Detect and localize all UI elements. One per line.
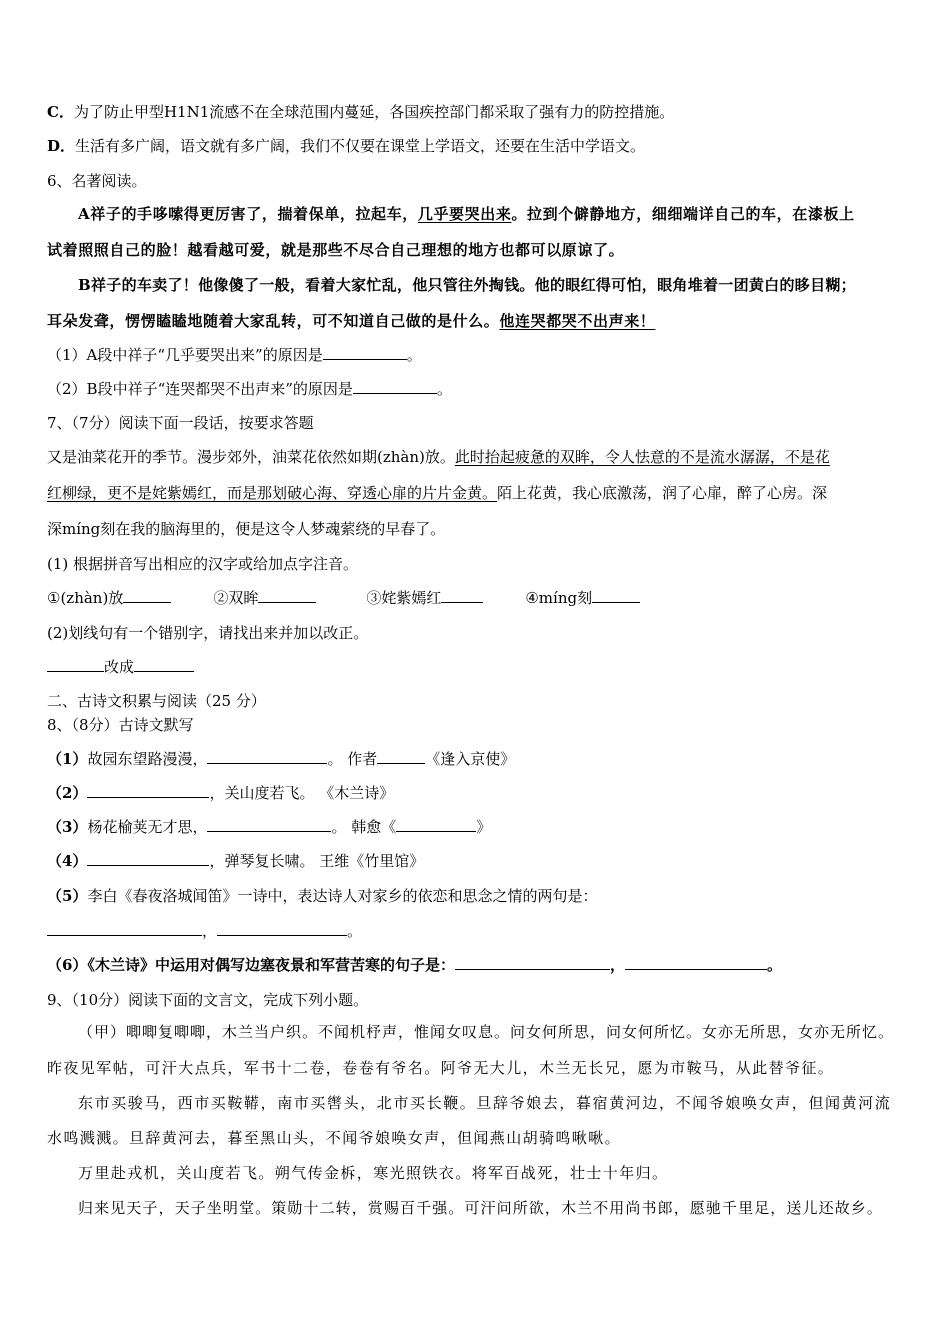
q7-fix-label: 改成 [104, 658, 135, 676]
q6-sub2-text: （2）B段中祥子“连哭都哭不出声来”的原因是 [47, 380, 353, 398]
q6-passage-a-line1 [78, 203, 855, 225]
q6-b-l2-underlined: 他连哭都哭不出声来！ [499, 312, 656, 330]
q5-option-d-text: 生活有多广阔，语文就有多广阔，我们不仅要在课堂上学语文，还要在生活中学语文。 [75, 137, 646, 155]
q7-fix-row [47, 656, 194, 678]
q8-s1-text: 故园东望路漫漫， [87, 750, 208, 768]
q8-s5-answer-row [47, 920, 362, 942]
q8-s3-text: 杨花榆荚无才思， [87, 818, 208, 836]
q8-s1-num: （1） [47, 750, 88, 768]
q6-sub2-answer-blank[interactable] [353, 378, 437, 394]
q8-s5-blank1[interactable] [47, 920, 202, 936]
q9-passage-p1-line1: （甲）唧唧复唧唧，木兰当户织。不闻机杼声，惟闻女叹息。问女何所思，问女何所忆。女亦无所思，女亦无所忆。 [78, 1023, 895, 1041]
q9-passage-p2-line2: 水鸣溅溅。旦辞黄河去，暮至黑山头，不闻爷娘唤女声，但闻燕山胡骑鸣啾啾。 [47, 1129, 622, 1147]
q8-s6-blank2[interactable] [625, 954, 767, 970]
q8-s3-num: （3） [47, 818, 88, 836]
q9-passage-p2-line1: 东市买骏马，西市买鞍鞯，南市买辔头，北市买长鞭。旦辞爷娘去，暮宿黄河边，不闻爷娘唤女声，但闻黄河流 [78, 1094, 892, 1112]
q8-s3 [47, 816, 491, 838]
q5-option-c-text: 为了防止甲型H1N1流感不在全球范围内蔓延，各国疾控部门都采取了强有力的防控措施。 [73, 103, 675, 121]
q6-sub2-end: 。 [436, 380, 452, 398]
q8-s4 [47, 850, 424, 872]
q7-items-row [47, 587, 640, 609]
q7-correct-char-blank[interactable] [134, 656, 194, 672]
q8-s5-end: 。 [347, 922, 363, 940]
q7-item1-blank[interactable] [123, 587, 171, 603]
q7-item3-blank[interactable] [441, 587, 483, 603]
q9-passage-p4: 归来见天子，天子坐明堂。策勋十二转，赏赐百千强。可汗问所欲，木兰不用尚书郎，愿驰千里足，送儿还故乡。 [78, 1199, 884, 1217]
q7-item4-blank[interactable] [592, 587, 640, 603]
q8-s1-blank[interactable] [207, 748, 327, 764]
q8-s3-mid: 。 韩愈《 [331, 818, 397, 836]
q8-s6-comma: ， [609, 956, 625, 974]
q7-p-l1-pre: 又是油菜花开的季节。漫步郊外，油菜花依然如期(zhàn)放。 [47, 448, 455, 466]
q7-item3: ③姹紫嫣红 [366, 589, 442, 607]
q6-sub2 [47, 378, 452, 400]
q8-s3-title-blank[interactable] [396, 816, 476, 832]
q8-title: 8、（8分）古诗文默写 [47, 716, 194, 734]
q6-a-l1-pre: A祥子的手哆嗦得更厉害了，揣着保单，拉起车， [78, 205, 418, 223]
q7-passage-line3: 深míng刻在我的脑海里的，便是这令人梦魂萦绕的早春了。 [47, 520, 446, 538]
q6-passage-b-line2 [47, 310, 655, 332]
section2-title: 二、古诗文积累与阅读（25 分） [47, 692, 266, 710]
q8-s6 [47, 954, 782, 976]
q7-p-l1-underlined: 此时抬起疲惫的双眸，令人怯意的不是流水潺潺，不是花 [454, 448, 830, 466]
q9-title: 9、（10分）阅读下面的文言文，完成下列小题。 [47, 991, 369, 1009]
q7-item2-blank[interactable] [258, 587, 316, 603]
q6-passage-b-line1: B祥子的车卖了！他像傻了一般，看着大家忙乱，他只管往外掏钱。他的眼红得可怕，眼角堆着一团黄白的眵目糊； [78, 276, 856, 294]
q8-s4-blank[interactable] [87, 850, 209, 866]
q6-a-l1-underlined: 几乎要哭出来 [417, 205, 512, 223]
q8-s2 [47, 782, 394, 804]
q8-s1 [47, 748, 515, 770]
q8-s1-src: 《逢入京使》 [425, 750, 516, 768]
q6-sub1-answer-blank[interactable] [323, 344, 407, 360]
q7-sub1: (1) 根据拼音写出相应的汉字或给加点字注音。 [47, 555, 359, 573]
q7-passage-line1 [47, 446, 830, 468]
q8-s2-num: （2） [47, 784, 88, 802]
q6-b-l2-pre: 耳朵发聋，愣愣瞌瞌地随着大家乱转，可不知道自己做的是什么。 [47, 312, 500, 330]
q6-passage-a-line2: 试着照照自己的脸！越看越可爱，就是那些不尽合自己理想的地方也都可以原谅了。 [47, 241, 625, 259]
q8-s5 [47, 885, 597, 907]
q8-s5-text: 李白《春夜洛城闻笛》一诗中，表达诗人对家乡的依恋和思念之情的两句是： [87, 887, 598, 905]
q6-sub1 [47, 344, 422, 366]
q5-option-d-label: D． [47, 137, 76, 155]
q8-s5-num: （5） [47, 887, 88, 905]
q7-p-l2-underlined: 红柳绿，更不是姹紫嫣红，而是那划破心海、穿透心扉的片片金黄。 [47, 484, 498, 502]
q6-title: 6、名著阅读。 [47, 172, 147, 190]
q6-a-l1-post: 。拉到个僻静地方，细细端详自己的车，在漆板上 [511, 205, 855, 223]
q8-s4-num: （4） [47, 852, 88, 870]
q5-option-c [47, 101, 674, 123]
q8-s1-mid: 。 作者 [327, 750, 378, 768]
q7-passage-line2 [47, 482, 827, 504]
q7-item2: ②双眸 [213, 589, 259, 607]
q8-s4-text: ，弹琴复长啸。 王维《竹里馆》 [209, 852, 425, 870]
q8-s6-end: 。 [766, 956, 782, 974]
q8-s6-blank1[interactable] [455, 954, 610, 970]
q7-item1: ①(zhàn)放 [47, 589, 124, 607]
q8-s5-comma: ， [202, 922, 218, 940]
q8-s3-end: 》 [476, 818, 492, 836]
q8-s6-text: 《木兰诗》中运用对偶写边塞夜景和军营苦寒的句子是： [87, 956, 455, 974]
q8-s2-text: ，关山度若飞。 《木兰诗》 [209, 784, 395, 802]
q5-option-d [47, 135, 645, 157]
q6-sub1-end: 。 [406, 346, 422, 364]
q8-s1-author-blank[interactable] [377, 748, 425, 764]
q9-passage-p1-line2: 昨夜见军帖，可汗大点兵，军书十二卷，卷卷有爷名。阿爷无大儿，木兰无长兄，愿为市鞍马，从此替爷征。 [47, 1059, 835, 1077]
q7-item4: ④míng刻 [525, 589, 593, 607]
q8-s5-blank2[interactable] [217, 920, 347, 936]
q7-wrong-char-blank[interactable] [47, 656, 104, 672]
q7-sub2: (2)划线句有一个错别字，请找出来并加以改正。 [47, 624, 369, 642]
q8-s2-blank[interactable] [87, 782, 209, 798]
q7-title: 7、（7分）阅读下面一段话，按要求答题 [47, 414, 314, 432]
q9-passage-p3: 万里赴戎机，关山度若飞。朔气传金柝，寒光照铁衣。将军百战死，壮士十年归。 [78, 1164, 669, 1182]
q8-s6-num: （6） [47, 956, 88, 974]
q7-p-l2-post: 陌上花黄，我心底激荡，润了心扉，醉了心房。深 [497, 484, 828, 502]
q5-option-c-label: C． [47, 103, 74, 121]
q6-sub1-text: （1）A段中祥子“几乎要哭出来”的原因是 [47, 346, 323, 364]
q8-s3-blank[interactable] [207, 816, 331, 832]
